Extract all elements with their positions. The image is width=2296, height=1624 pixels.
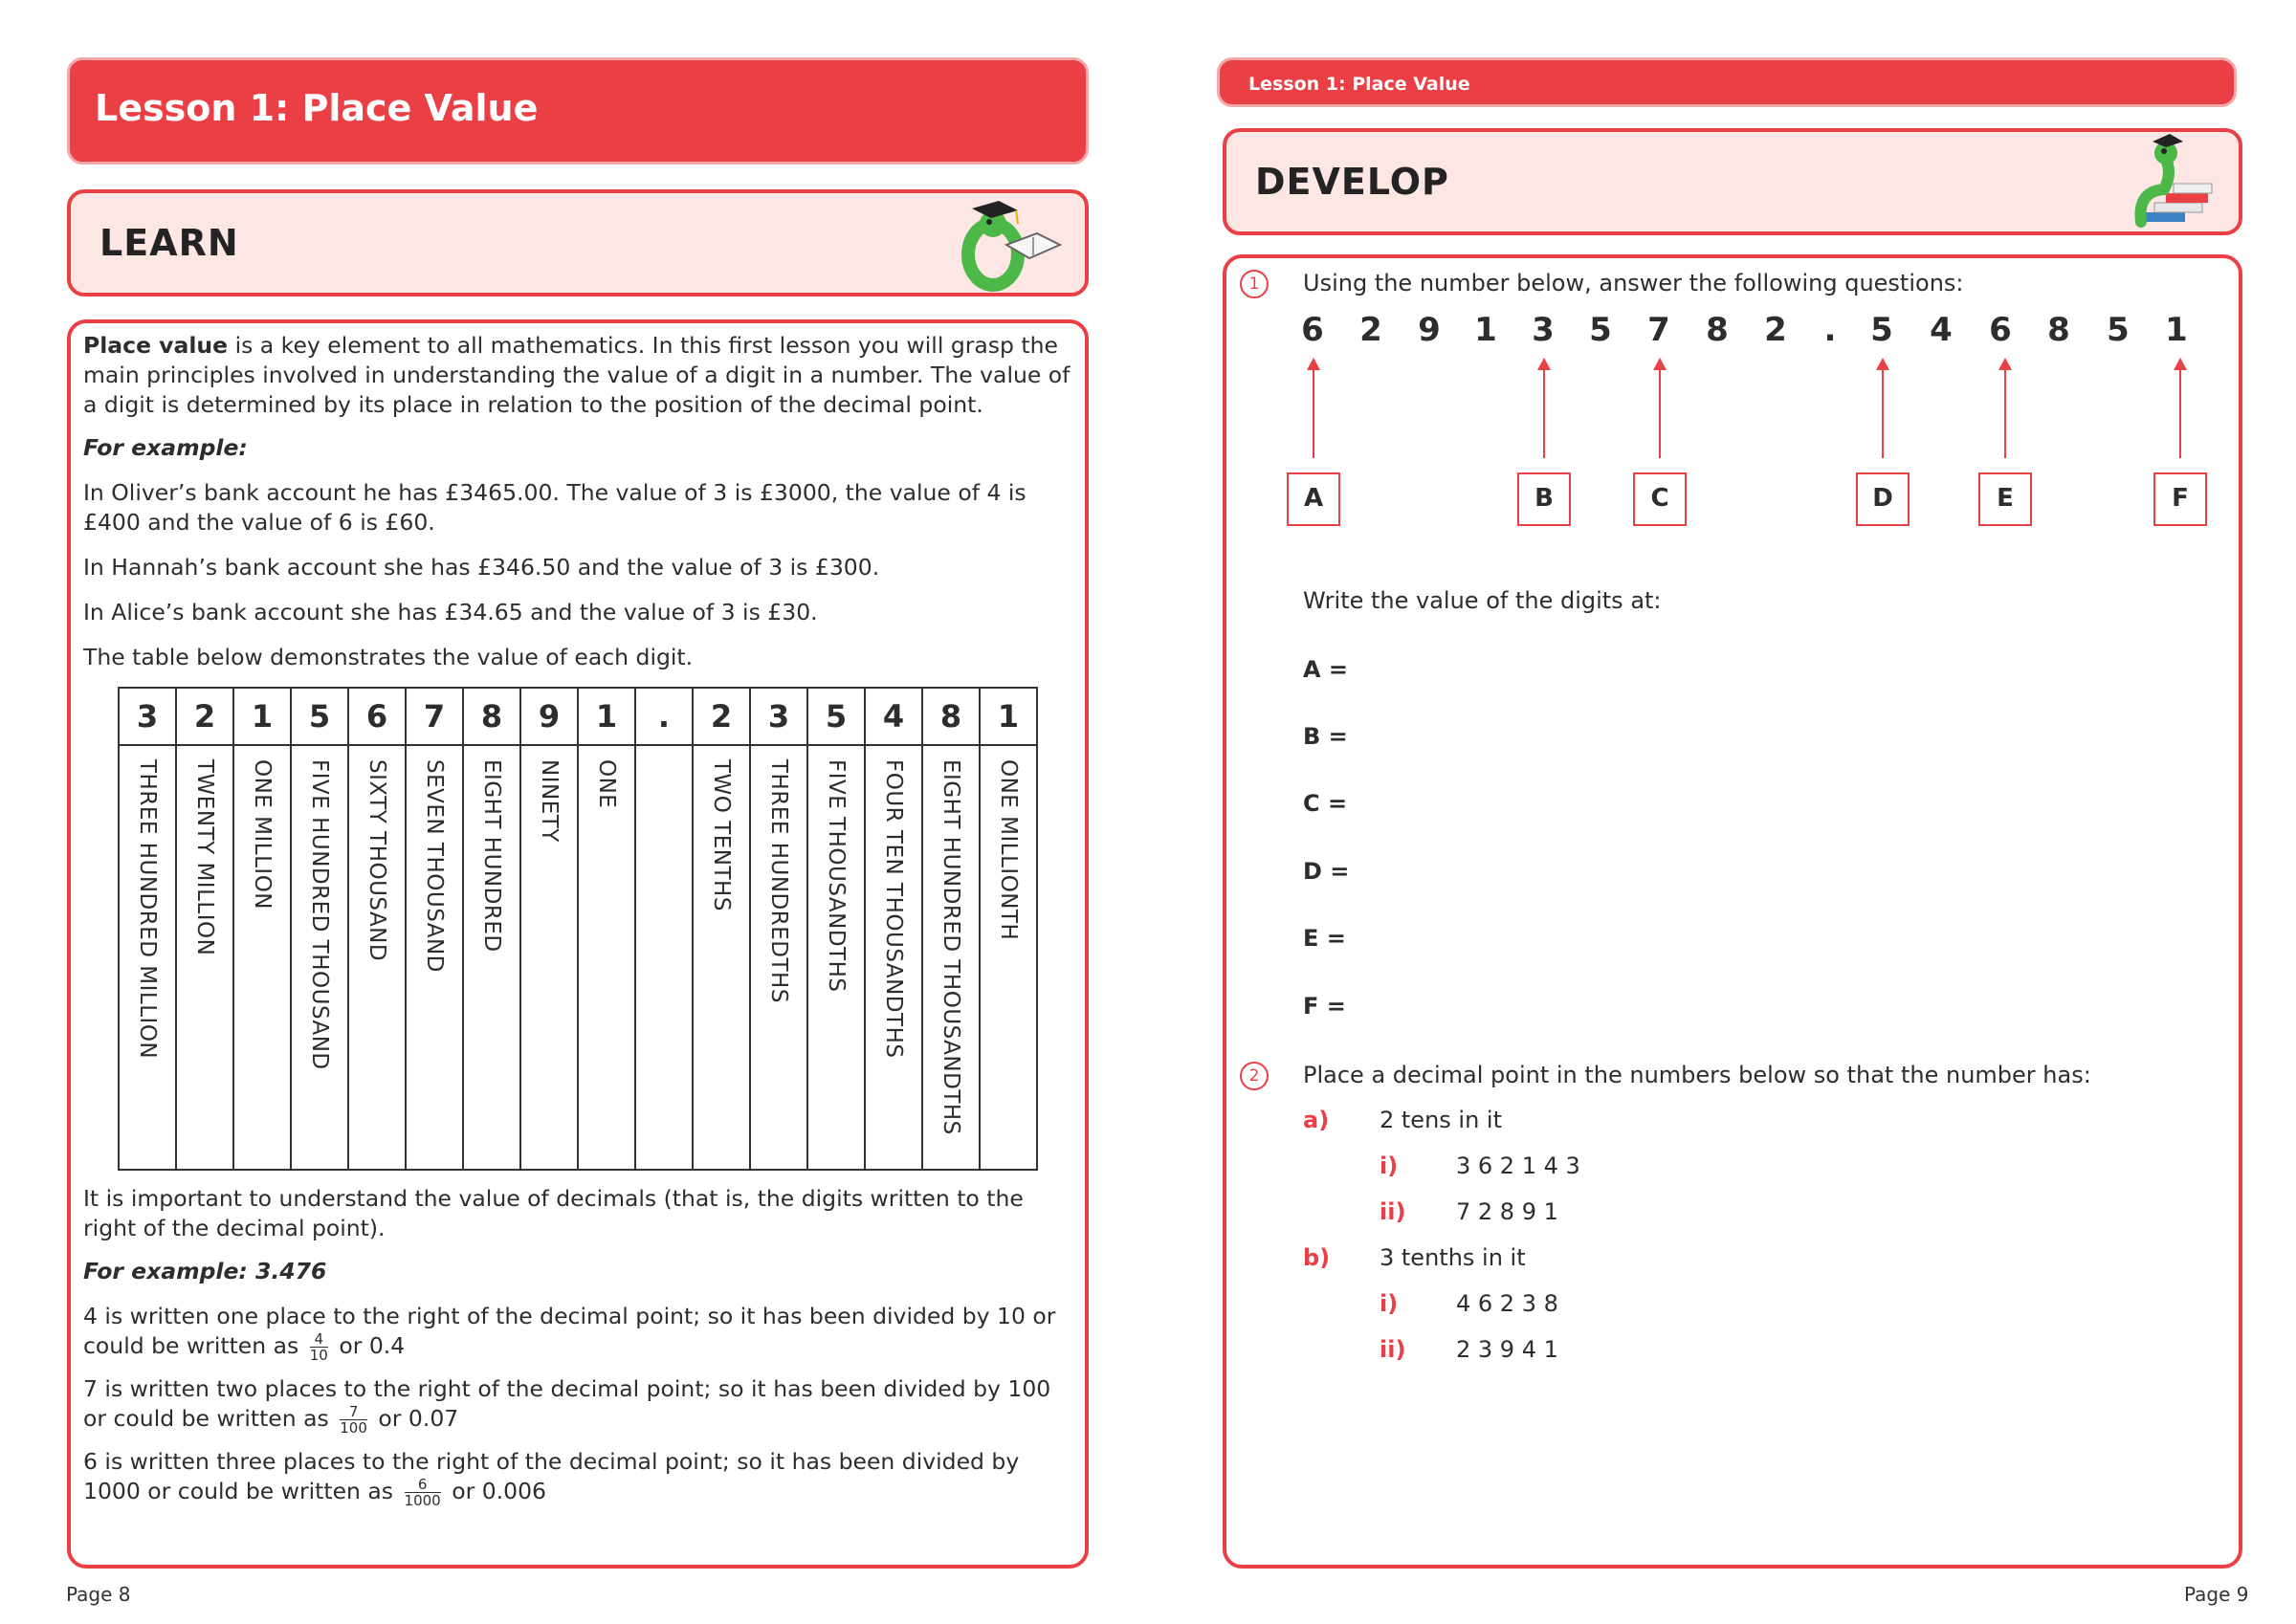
- table-digit: 8: [463, 688, 520, 745]
- number-digit: 2: [1359, 311, 1382, 349]
- example-oliver: In Oliver’s bank account he has £3465.00. The value of 3 is £3000, the value of 4 is £400 and the value of 6 is £60.: [83, 479, 1027, 536]
- answer-line-e[interactable]: E =: [1303, 925, 1346, 952]
- intro-paragraph: [83, 331, 1078, 420]
- decimal-content: [83, 1184, 1078, 1508]
- question-1-text: Using the number below, answer the following questions:: [1303, 270, 1964, 296]
- table-digit: 9: [520, 688, 578, 745]
- lesson-banner-left: [67, 57, 1089, 165]
- table-digit: 1: [980, 688, 1037, 745]
- decimals-note: It is important to understand the value of decimals (that is, the digits written to the right of the decimal point).: [83, 1185, 1024, 1241]
- table-word: TWO TENTHS: [709, 759, 734, 911]
- part-b-ii-label: ii): [1380, 1336, 1406, 1363]
- lesson-title: Lesson 1: Place Value: [95, 87, 539, 129]
- number-digit: 6: [1301, 311, 1324, 349]
- table-digit: 5: [807, 688, 865, 745]
- question-1-number: 1: [1240, 270, 1269, 298]
- develop-header: [1223, 128, 2242, 235]
- table-word: ONE MILLIONTH: [996, 759, 1021, 941]
- part-a-i-label: i): [1380, 1152, 1399, 1179]
- question-2-number: 2: [1240, 1062, 1269, 1090]
- arrow-e: [2004, 369, 2006, 458]
- part-b-label: b): [1303, 1244, 1331, 1271]
- answer-line-c[interactable]: C =: [1303, 790, 1348, 817]
- fraction: $\frac{4}{10}$: [309, 1330, 328, 1364]
- arrow-d: [1882, 369, 1884, 458]
- label-box-c: C: [1633, 472, 1687, 526]
- part-b-i-label: i): [1380, 1290, 1399, 1317]
- number-digit: 5: [1589, 311, 1612, 349]
- table-word: SIXTY THOUSAND: [364, 759, 389, 962]
- number-digit: 5: [1870, 311, 1893, 349]
- table-digit: 7: [406, 688, 463, 745]
- learn-content: [83, 331, 1078, 672]
- label-box-e: E: [1978, 472, 2032, 526]
- lesson-title-small: Lesson 1: Place Value: [1248, 74, 1470, 95]
- answer-line-a[interactable]: A =: [1303, 656, 1349, 683]
- arrow-c: [1659, 369, 1661, 458]
- number-digit: 1: [1474, 311, 1497, 349]
- word-row: [119, 745, 1037, 1170]
- number-digit: 8: [1706, 311, 1729, 349]
- worm-on-books-icon: [2116, 134, 2221, 233]
- answer-line-d[interactable]: D =: [1303, 858, 1350, 885]
- table-digit: 3: [119, 688, 176, 745]
- part-a-ii-number[interactable]: 7 2 8 9 1: [1456, 1198, 1558, 1225]
- example-hannah: In Hannah’s bank account she has £346.50 and the value of 3 is £300.: [83, 554, 880, 581]
- example-alice: In Alice’s bank account she has £34.65 and the value of 3 is £30.: [83, 599, 818, 625]
- part-a-ii-label: ii): [1380, 1198, 1406, 1225]
- answer-line-b[interactable]: B =: [1303, 723, 1348, 750]
- table-digit: 1: [578, 688, 635, 745]
- label-box-b: B: [1517, 472, 1571, 526]
- question-2-text: Place a decimal point in the numbers below so that the number has:: [1303, 1062, 2091, 1088]
- decimal-point: .: [1823, 311, 1837, 349]
- intro-bold: Place value: [83, 332, 229, 359]
- table-digit: 5: [291, 688, 348, 745]
- table-digit: 3: [750, 688, 807, 745]
- table-word: THREE HUNDRED MILLION: [135, 759, 160, 1060]
- number-digit: 9: [1418, 311, 1441, 349]
- number-digit: 7: [1647, 311, 1670, 349]
- part-b-ii-number[interactable]: 2 3 9 4 1: [1456, 1336, 1558, 1363]
- table-word: TWENTY MILLION: [192, 759, 217, 956]
- lesson-banner-right: [1217, 57, 2237, 107]
- page-number-left: Page 8: [66, 1583, 131, 1606]
- arrow-f: [2179, 369, 2181, 458]
- number-digit: 4: [1930, 311, 1953, 349]
- table-word: SEVEN THOUSAND: [422, 759, 447, 973]
- learn-title: LEARN: [99, 222, 239, 264]
- place-value-table: [118, 687, 1038, 1171]
- arrow-a: [1313, 369, 1314, 458]
- fraction: $\frac{7}{100}$: [340, 1403, 367, 1437]
- table-word: ONE: [594, 759, 619, 809]
- part-a-label: a): [1303, 1107, 1330, 1133]
- part-b-text: 3 tenths in it: [1380, 1244, 1526, 1271]
- worm-reading-icon: [949, 199, 1064, 295]
- table-word: FIVE HUNDRED THOUSAND: [307, 759, 332, 1070]
- table-digit: 2: [693, 688, 750, 745]
- decimal-explanation-1: 4 is written one place to the right of the decimal point; so it has been divided by 10 or could be written as $\frac{4}{10}$ or 0.4: [83, 1303, 1056, 1364]
- digit-row: [119, 688, 1037, 745]
- label-box-f: F: [2153, 472, 2207, 526]
- for-example-2: For example: 3.476: [83, 1258, 327, 1284]
- number-digit: 5: [2107, 311, 2130, 349]
- table-word: NINETY: [537, 759, 562, 843]
- table-word: EIGHT HUNDRED: [479, 759, 504, 953]
- learn-header: [67, 189, 1089, 296]
- arrow-b: [1543, 369, 1545, 458]
- number-digit: 2: [1764, 311, 1787, 349]
- decimal-explanation-2: 7 is written two places to the right of the decimal point; so it has been divided by 100 or could be written as $\frac{7}{100}$ or 0.07: [83, 1375, 1051, 1437]
- table-digit: 4: [865, 688, 922, 745]
- label-box-a: A: [1287, 472, 1340, 526]
- develop-panel: [1223, 254, 2242, 1569]
- table-word: THREE HUNDREDTHS: [766, 759, 791, 1003]
- table-decimal-point: .: [635, 688, 693, 745]
- table-digit: 6: [348, 688, 406, 745]
- table-word: ONE MILLION: [250, 759, 275, 910]
- number-digit: 6: [1989, 311, 2012, 349]
- page-number-right: Page 9: [2184, 1583, 2249, 1606]
- table-word: FOUR TEN THOUSANDTHS: [881, 759, 906, 1059]
- number-digit: 8: [2047, 311, 2070, 349]
- answer-line-f[interactable]: F =: [1303, 993, 1346, 1020]
- table-intro: The table below demonstrates the value of each digit.: [83, 644, 694, 670]
- write-prompt: Write the value of the digits at:: [1303, 587, 1662, 614]
- develop-title: DEVELOP: [1255, 161, 1449, 203]
- table-digit: 8: [922, 688, 980, 745]
- number-digit: 1: [2165, 311, 2188, 349]
- label-box-d: D: [1856, 472, 1910, 526]
- table-digit: 1: [233, 688, 291, 745]
- table-digit: 2: [176, 688, 233, 745]
- part-b-i-number[interactable]: 4 6 2 3 8: [1456, 1290, 1558, 1317]
- intro-rest: is a key element to all mathematics. In this first lesson you will grasp the main principles involved in understanding the value of a digit in a number. The value of a digit is determined by its place in relation to the position of the decimal point.: [83, 332, 1071, 418]
- part-a-text: 2 tens in it: [1380, 1107, 1503, 1133]
- number-digit: 3: [1532, 311, 1555, 349]
- table-word: EIGHT HUNDRED THOUSANDTHS: [938, 759, 963, 1135]
- part-a-i-number[interactable]: 3 6 2 1 4 3: [1456, 1152, 1580, 1179]
- table-word: FIVE THOUSANDTHS: [824, 759, 849, 993]
- for-example-heading: For example:: [83, 434, 248, 461]
- decimal-explanation-3: 6 is written three places to the right of the decimal point; so it has been divided by 1000 or could be written as $\frac{6}{1000}$ or 0.006: [83, 1448, 1020, 1509]
- fraction: $\frac{6}{1000}$: [404, 1476, 441, 1509]
